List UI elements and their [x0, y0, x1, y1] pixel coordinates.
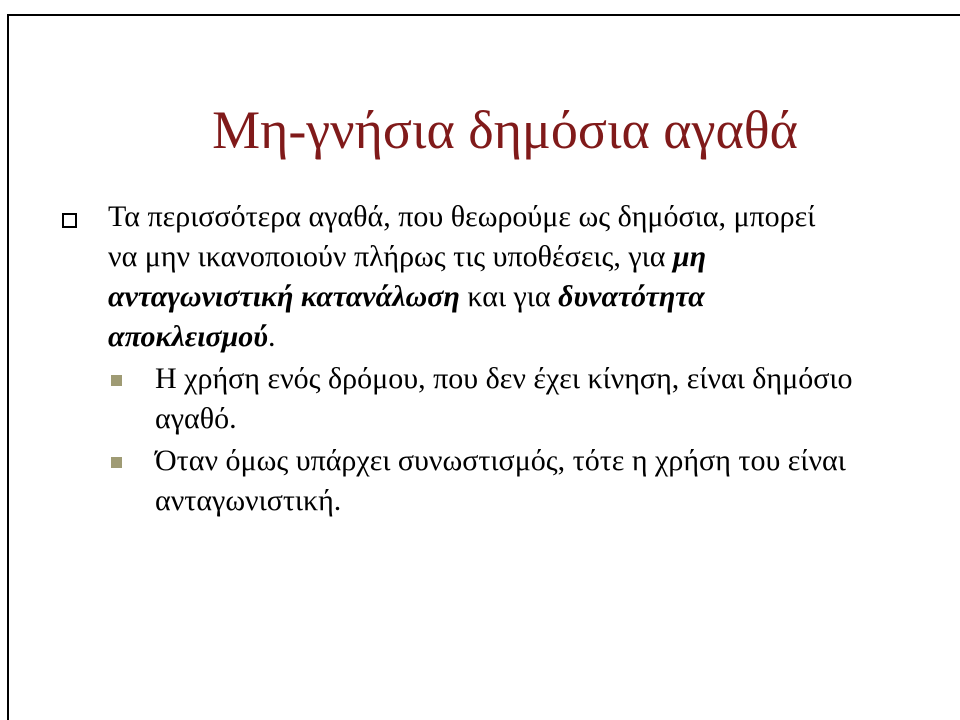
emphasis-text: μη [672, 240, 707, 273]
bullet-text-line [108, 317, 815, 357]
bullet-text-line [108, 277, 815, 317]
bullet-text-line [108, 197, 815, 237]
bullet-text-line: αγαθό. [155, 402, 237, 435]
text-segment: . [267, 320, 276, 353]
text-segment: να μην ικανοποιούν πλήρως τις υποθέσεις, για [108, 240, 673, 273]
bullet-text-line: ανταγωνιστική. [155, 484, 342, 517]
bullet-text-line: Όταν όμως υπάρχει συνωστισμός, τότε η χρήση του είναι [155, 444, 846, 477]
sub-bullet-text [155, 441, 846, 521]
emphasis-text: αποκλεισμού [108, 320, 268, 353]
text-segment: Τα περισσότερα αγαθά, που θεωρούμε ως δημόσια, μπορεί [108, 200, 816, 233]
filled-square-bullet-icon [111, 457, 122, 468]
slide-frame-top-border [7, 14, 960, 16]
bullet-text-line: Η χρήση ενός δρόμου, που δεν έχει κίνηση, είναι δημόσιο [155, 362, 853, 395]
slide-frame-left-border [7, 14, 9, 720]
emphasis-text: δυνατότητα [558, 280, 705, 313]
hollow-square-bullet-icon [62, 213, 77, 228]
filled-square-bullet-icon [111, 375, 122, 386]
text-segment: και για [459, 280, 559, 313]
sub-bullet-text [155, 359, 852, 439]
main-bullet-text [108, 197, 815, 357]
emphasis-text: ανταγωνιστική κατανάλωση [108, 280, 460, 313]
slide-title: Μη-γνήσια δημόσια αγαθά [212, 100, 798, 160]
bullet-text-line [108, 237, 815, 277]
